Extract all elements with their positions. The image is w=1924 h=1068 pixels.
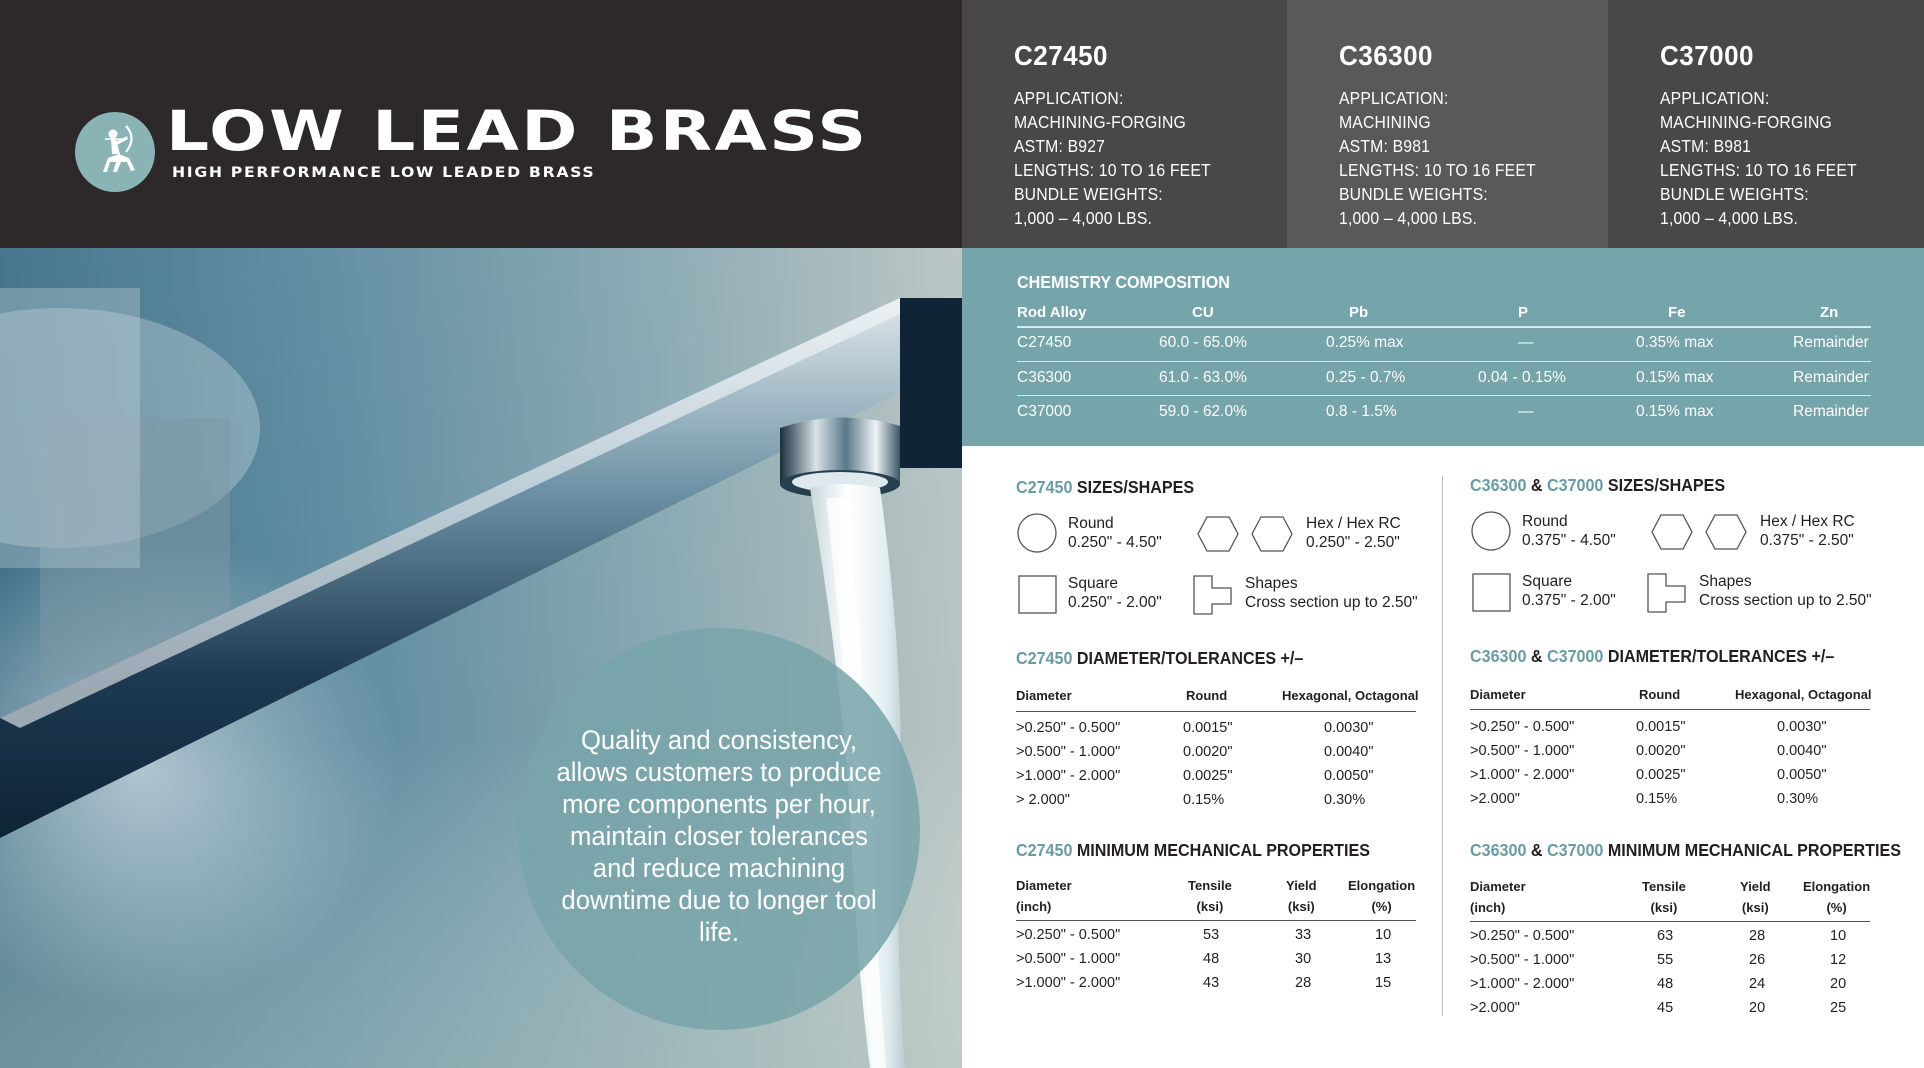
shape-name: Square <box>1068 575 1118 592</box>
alloy-line: LENGTHS: 10 TO 16 FEET <box>1660 160 1857 180</box>
alloy-line: APPLICATION: <box>1660 88 1770 108</box>
chemistry-composition-table <box>962 248 1924 446</box>
chem-header: Zn <box>1820 304 1839 321</box>
tol-cell: 0.0040" <box>1324 744 1374 760</box>
column-divider <box>1442 476 1443 1016</box>
header-line: (%) <box>1826 900 1847 915</box>
shapes-size <box>1245 574 1418 612</box>
table-divider <box>1016 920 1416 921</box>
archer-logo-icon <box>75 112 155 192</box>
chemistry-title: CHEMISTRY COMPOSITION <box>1017 272 1230 292</box>
mech-cell: 28 <box>1295 975 1312 991</box>
c27450-sizes-title <box>1016 477 1194 498</box>
header-line: (ksi) <box>1650 900 1678 915</box>
alloy-line: LENGTHS: 10 TO 16 FEET <box>1339 160 1536 180</box>
round-shape-icon <box>1016 512 1058 554</box>
tol-header: Hexagonal, Octagonal <box>1282 688 1419 703</box>
alloy-code: C27450 <box>1016 477 1073 497</box>
chem-cell: 0.04 - 0.15% <box>1478 369 1566 386</box>
tol-cell: 0.15% <box>1636 791 1678 807</box>
tol-cell: 0.0030" <box>1777 719 1827 735</box>
shape-name: Shapes <box>1699 573 1752 590</box>
tol-cell: >2.000" <box>1470 791 1520 807</box>
header-line: (inch) <box>1016 899 1052 914</box>
mech-cell: 10 <box>1830 928 1847 944</box>
tol-cell: 0.0040" <box>1777 743 1827 759</box>
mech-cell: 48 <box>1203 951 1220 967</box>
mech-cell: 43 <box>1203 975 1220 991</box>
tol-cell: >1.000" - 2.000" <box>1470 767 1575 783</box>
mech-header <box>1016 875 1072 917</box>
square-size <box>1068 574 1162 612</box>
shape-range: 0.250" - 4.50" <box>1068 534 1162 551</box>
mech-cell: >2.000" <box>1470 1000 1520 1016</box>
mech-cell: >1.000" - 2.000" <box>1016 975 1121 991</box>
alloy-line: 1,000 – 4,000 LBS. <box>1339 208 1478 228</box>
header-line: Yield <box>1286 878 1317 893</box>
c27450-tolerance-title <box>1016 648 1303 669</box>
tol-header: Diameter <box>1470 687 1526 702</box>
tol-cell: >0.250" - 0.500" <box>1470 719 1575 735</box>
hexagon-shape-icon <box>1650 512 1750 552</box>
tol-cell: 0.30% <box>1324 792 1366 808</box>
tol-cell: 0.0030" <box>1324 720 1374 736</box>
chem-header: Pb <box>1349 304 1369 321</box>
chem-divider <box>1017 395 1871 396</box>
shape-range: 0.250" - 2.00" <box>1068 594 1162 611</box>
alloy-line: APPLICATION: <box>1339 88 1449 108</box>
alloy-line: BUNDLE WEIGHTS: <box>1660 184 1809 204</box>
square-shape-icon <box>1471 572 1513 614</box>
hex-size <box>1306 514 1401 552</box>
mech-cell: 55 <box>1657 952 1674 968</box>
mech-header <box>1286 875 1317 917</box>
tol-cell: >1.000" - 2.000" <box>1016 768 1121 784</box>
chem-divider <box>1017 361 1871 362</box>
tol-cell: 0.30% <box>1777 791 1819 807</box>
mech-cell: 63 <box>1657 928 1674 944</box>
alloy-line: APPLICATION: <box>1014 88 1124 108</box>
shape-name: Round <box>1522 513 1568 530</box>
round-size <box>1068 514 1162 552</box>
tol-cell: 0.15% <box>1183 792 1225 808</box>
table-divider <box>1470 709 1870 710</box>
alloy-line: ASTM: B981 <box>1339 136 1431 156</box>
c27450-mechanical-title <box>1016 840 1370 861</box>
chem-cell: Remainder <box>1793 403 1869 420</box>
shape-range: 0.375" - 2.50" <box>1760 532 1854 549</box>
alloy-code: C37000 <box>1546 840 1604 860</box>
tol-cell: > 2.000" <box>1016 792 1070 808</box>
c36300-c37000-sizes-title <box>1470 475 1725 496</box>
round-shape-icon <box>1470 510 1512 552</box>
shape-name: Round <box>1068 515 1114 532</box>
quote-text: Quality and consistency, allows customers to produce more components per hour, maintain closer tolerances and reduce machining downtime due to longer tool life. <box>556 725 882 947</box>
chem-header: Fe <box>1668 304 1686 321</box>
tol-header: Round <box>1639 687 1681 702</box>
hex-size <box>1760 512 1855 550</box>
mech-header <box>1642 876 1686 918</box>
section-heading: MINIMUM MECHANICAL PROPERTIES <box>1603 840 1901 860</box>
mech-cell: 13 <box>1375 951 1392 967</box>
shape-name: Hex / Hex RC <box>1306 515 1401 532</box>
mech-cell: 15 <box>1375 975 1392 991</box>
tol-header: Round <box>1186 688 1228 703</box>
chem-cell: 61.0 - 63.0% <box>1159 369 1247 386</box>
shape-range: 0.375" - 4.50" <box>1522 532 1616 549</box>
round-size <box>1522 512 1616 550</box>
alloy-card-c36300 <box>1287 0 1608 248</box>
chem-divider <box>1017 326 1871 328</box>
square-shape-icon <box>1017 574 1059 616</box>
header-line: Elongation <box>1803 879 1871 894</box>
mech-header <box>1803 876 1870 918</box>
custom-shape-icon <box>1646 572 1688 614</box>
header-line: Tensile <box>1188 878 1232 893</box>
header-line: (%) <box>1371 899 1392 914</box>
chem-cell: 0.8 - 1.5% <box>1326 403 1397 420</box>
mech-cell: 30 <box>1295 951 1312 967</box>
shape-range: Cross section up to 2.50" <box>1699 592 1872 609</box>
section-heading: SIZES/SHAPES <box>1603 475 1726 495</box>
alloy-line: ASTM: B981 <box>1660 136 1752 156</box>
mech-cell: 10 <box>1375 927 1392 943</box>
mech-cell: 12 <box>1830 952 1847 968</box>
section-heading: DIAMETER/TOLERANCES +/– <box>1603 646 1835 666</box>
alloy-line: 1,000 – 4,000 LBS. <box>1660 208 1799 228</box>
tol-cell: 0.0050" <box>1777 767 1827 783</box>
mech-cell: >0.250" - 0.500" <box>1470 928 1575 944</box>
alloy-line: MACHINING-FORGING <box>1660 112 1832 132</box>
chem-cell: Remainder <box>1793 334 1869 351</box>
alloy-line: ASTM: B927 <box>1014 136 1106 156</box>
alloy-line: MACHINING-FORGING <box>1014 112 1186 132</box>
alloy-name: C27450 <box>1014 40 1109 71</box>
shape-range: 0.250" - 2.50" <box>1306 534 1400 551</box>
mech-cell: 24 <box>1749 976 1766 992</box>
alloy-card-c37000 <box>1608 0 1924 248</box>
mech-header <box>1348 875 1415 917</box>
header-line: Tensile <box>1642 879 1686 894</box>
chem-header: Rod Alloy <box>1017 304 1087 321</box>
section-heading: DIAMETER/TOLERANCES +/– <box>1072 648 1304 668</box>
alloy-code: C36300 <box>1470 840 1527 860</box>
chem-cell: 59.0 - 62.0% <box>1159 403 1247 420</box>
chem-cell: — <box>1518 403 1534 420</box>
brand-title: LOW LEAD BRASS <box>166 99 869 163</box>
mech-header <box>1470 876 1526 918</box>
mech-cell: >0.500" - 1.000" <box>1470 952 1575 968</box>
shapes-size <box>1699 572 1872 610</box>
alloy-code: C27450 <box>1016 648 1073 668</box>
header-line: Elongation <box>1348 878 1416 893</box>
header-line: (ksi) <box>1196 899 1224 914</box>
shape-range: 0.375" - 2.00" <box>1522 592 1616 609</box>
mech-cell: >0.500" - 1.000" <box>1016 951 1121 967</box>
alloy-details <box>1339 86 1536 230</box>
chem-cell: 0.25% max <box>1326 334 1404 351</box>
alloy-line: MACHINING <box>1339 112 1431 132</box>
header-line: (ksi) <box>1287 899 1315 914</box>
chem-cell: C37000 <box>1017 403 1072 420</box>
tol-cell: >0.500" - 1.000" <box>1016 744 1121 760</box>
tol-cell: 0.0015" <box>1183 720 1233 736</box>
mech-header <box>1188 875 1232 917</box>
ampersand: & <box>1526 475 1547 495</box>
alloy-name: C36300 <box>1339 40 1434 71</box>
table-divider <box>1016 711 1416 712</box>
tol-cell: 0.0025" <box>1636 767 1686 783</box>
section-heading: SIZES/SHAPES <box>1072 477 1195 497</box>
alloy-code: C36300 <box>1470 646 1527 666</box>
faucet-photo <box>0 248 962 1068</box>
alloy-details <box>1660 86 1857 230</box>
custom-shape-icon <box>1192 574 1234 616</box>
chem-cell: 0.25 - 0.7% <box>1326 369 1406 386</box>
quote-bubble <box>518 628 920 1030</box>
alloy-line: BUNDLE WEIGHTS: <box>1014 184 1163 204</box>
mech-cell: 20 <box>1830 976 1847 992</box>
header-line: (ksi) <box>1741 900 1769 915</box>
chem-cell: C36300 <box>1017 369 1072 386</box>
alloy-code: C37000 <box>1546 475 1604 495</box>
shape-name: Hex / Hex RC <box>1760 513 1855 530</box>
mech-cell: 25 <box>1830 1000 1847 1016</box>
tol-header: Hexagonal, Octagonal <box>1735 687 1872 702</box>
mech-cell: >1.000" - 2.000" <box>1470 976 1575 992</box>
alloy-card-c27450 <box>962 0 1287 248</box>
mech-cell: >0.250" - 0.500" <box>1016 927 1121 943</box>
table-divider <box>1470 921 1870 922</box>
alloy-line: BUNDLE WEIGHTS: <box>1339 184 1488 204</box>
brand-header <box>0 0 962 248</box>
mech-cell: 26 <box>1749 952 1766 968</box>
section-heading: MINIMUM MECHANICAL PROPERTIES <box>1072 840 1370 860</box>
header-line: Yield <box>1740 879 1771 894</box>
tol-header: Diameter <box>1016 688 1072 703</box>
tol-cell: >0.250" - 0.500" <box>1016 720 1121 736</box>
shape-name: Shapes <box>1245 575 1298 592</box>
chem-cell: 0.35% max <box>1636 334 1714 351</box>
shape-name: Square <box>1522 573 1572 590</box>
chem-cell: 0.15% max <box>1636 403 1714 420</box>
mech-cell: 28 <box>1749 928 1766 944</box>
alloy-line: 1,000 – 4,000 LBS. <box>1014 208 1153 228</box>
brand-subtitle: HIGH PERFORMANCE LOW LEADED BRASS <box>172 165 596 181</box>
ampersand: & <box>1526 840 1547 860</box>
tol-cell: 0.0025" <box>1183 768 1233 784</box>
mech-cell: 33 <box>1295 927 1312 943</box>
mech-cell: 48 <box>1657 976 1674 992</box>
alloy-line: LENGTHS: 10 TO 16 FEET <box>1014 160 1211 180</box>
header-line: Diameter <box>1016 878 1072 893</box>
mech-cell: 20 <box>1749 1000 1766 1016</box>
mech-cell: 45 <box>1657 1000 1674 1016</box>
tol-cell: 0.0015" <box>1636 719 1686 735</box>
chem-header: P <box>1518 304 1529 321</box>
tol-cell: 0.0050" <box>1324 768 1374 784</box>
chem-cell: — <box>1518 334 1534 351</box>
c36300-c37000-mechanical-title <box>1470 840 1901 861</box>
alloy-name: C37000 <box>1660 40 1755 71</box>
alloy-code: C27450 <box>1016 840 1073 860</box>
square-size <box>1522 572 1616 610</box>
chem-cell: C27450 <box>1017 334 1072 351</box>
hexagon-shape-icon <box>1196 514 1296 554</box>
tol-cell: 0.0020" <box>1183 744 1233 760</box>
c36300-c37000-tolerance-title <box>1470 646 1834 667</box>
shape-range: Cross section up to 2.50" <box>1245 594 1418 611</box>
alloy-details <box>1014 86 1211 230</box>
alloy-code: C37000 <box>1546 646 1604 666</box>
alloy-code: C36300 <box>1470 475 1527 495</box>
tol-cell: 0.0020" <box>1636 743 1686 759</box>
header-line: Diameter <box>1470 879 1526 894</box>
chem-cell: Remainder <box>1793 369 1869 386</box>
chem-header: CU <box>1192 304 1214 321</box>
tol-cell: >0.500" - 1.000" <box>1470 743 1575 759</box>
mech-cell: 53 <box>1203 927 1220 943</box>
header-line: (inch) <box>1470 900 1506 915</box>
chem-cell: 0.15% max <box>1636 369 1714 386</box>
chem-cell: 60.0 - 65.0% <box>1159 334 1247 351</box>
ampersand: & <box>1526 646 1547 666</box>
mech-header <box>1740 876 1771 918</box>
